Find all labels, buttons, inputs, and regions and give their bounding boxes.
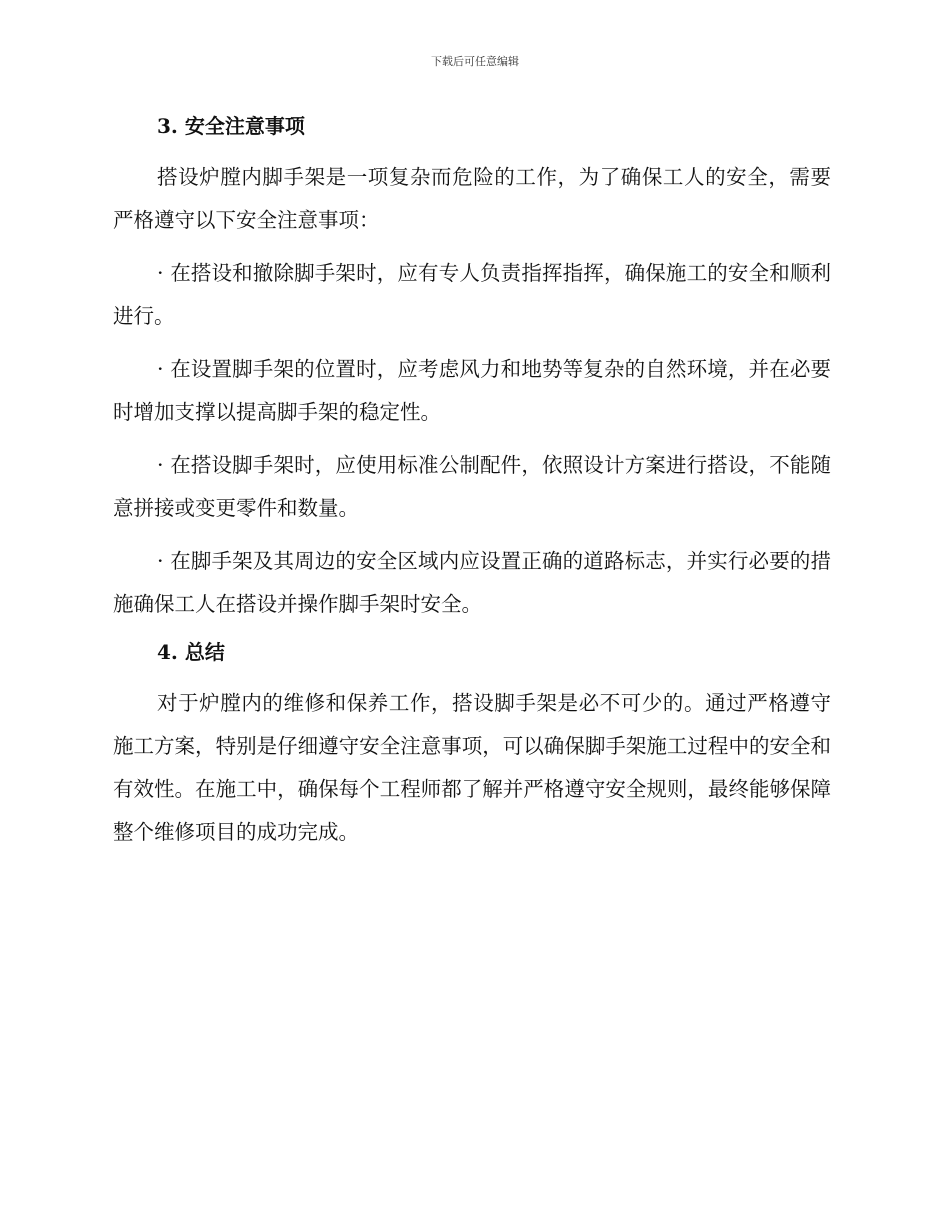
bullet-item: · 在搭设脚手架时，应使用标准公制配件，依照设计方案进行搭设，不能随意拼接或变更零件和数量。	[113, 453, 831, 520]
bullet-item: · 在脚手架及其周边的安全区域内应设置正确的道路标志，并实行必要的措施确保工人在搭设并操作脚手架时安全。	[113, 549, 831, 616]
page-header: 下载后可任意编辑	[431, 55, 519, 68]
section-4-heading: 4. 总结	[157, 640, 225, 664]
bullet-item: · 在设置脚手架的位置时，应考虑风力和地势等复杂的自然环境，并在必要时增加支撑以提高脚手架的稳定性。	[113, 357, 831, 424]
section-4-body: 对于炉膛内的维修和保养工作，搭设脚手架是必不可少的。通过严格遵守施工方案，特别是仔细遵守安全注意事项，可以确保脚手架施工过程中的安全和有效性。在施工中，确保每个工程师都了解并严格遵守安全规则，最终能够保障整个维修项目的成功完成。	[113, 691, 831, 844]
section-3-intro: 搭设炉膛内脚手架是一项复杂而危险的工作，为了确保工人的安全，需要严格遵守以下安全注意事项：	[113, 165, 831, 232]
document-content	[113, 110, 831, 864]
section-3-heading: 3. 安全注意事项	[157, 114, 305, 138]
bullet-item: · 在搭设和撤除脚手架时，应有专人负责指挥指挥，确保施工的安全和顺利进行。	[113, 261, 831, 328]
